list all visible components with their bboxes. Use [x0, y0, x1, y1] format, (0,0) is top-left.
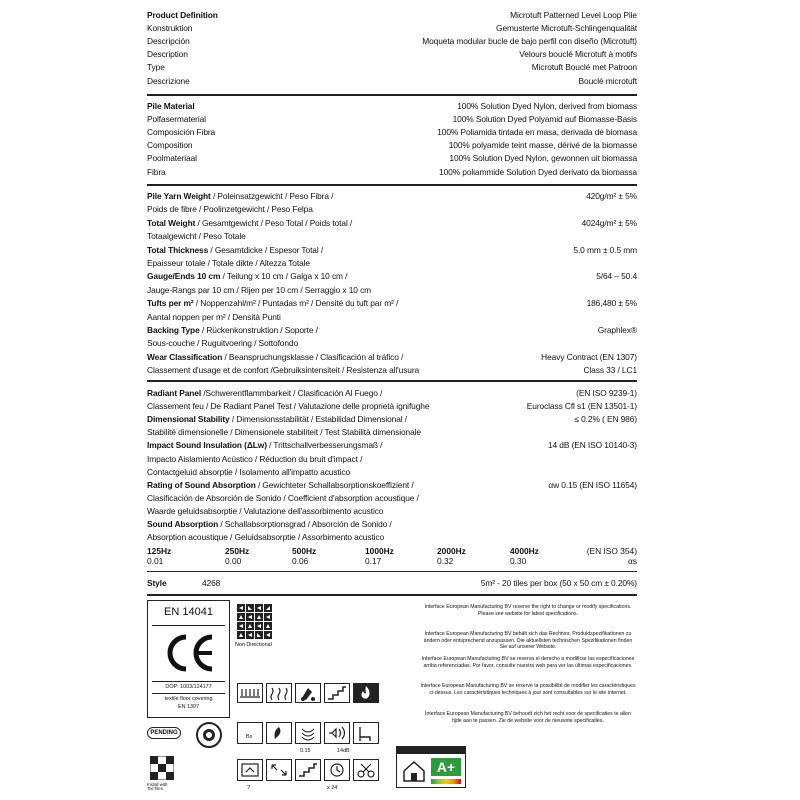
spec-row — [147, 219, 637, 232]
chair-icon — [353, 722, 379, 744]
spec-label — [147, 441, 382, 449]
spec-label — [147, 246, 323, 254]
spec-name: Total Weight — [147, 217, 196, 228]
non-directional-icon — [237, 604, 273, 640]
spec-translations: Stabilité dimensionelle / Dimensionele stabiliteit / Test Stabilità dimensionale — [147, 427, 421, 438]
air-quality-rating: A+ — [431, 758, 461, 776]
warranty-icon — [324, 759, 350, 781]
disclaimer-text: Interface European Manufacturing BV se reserve la possibilité de modifier les caractéristiques ci-dessus. Les caractéristiques techniques à jour sont consultables sur le site internet. — [420, 683, 636, 696]
section-title: Pile Material — [147, 101, 195, 111]
absorption-value: 0.32 — [437, 556, 454, 566]
installation-icon — [237, 759, 263, 781]
disclaimer-text: Interface European Manufacturing BV behält sich das Rechtvor, Produktspezifikationen zu ändern oder entsprechend anzupassen. Die aktuellsten technischen Spezifikationen finden Sie auf unserer Website. — [423, 631, 633, 651]
spec-value: 420g/m² ± 5% — [586, 191, 637, 201]
row-label: Polfasermaterial — [147, 114, 206, 125]
spec-label — [147, 389, 382, 397]
spec-translations: Impacto Aislamiento Acústico / Réduction du bruit d'impact / — [147, 453, 363, 464]
frequency-header: 4000Hz — [510, 546, 539, 556]
absorption-value: 0.06 — [292, 556, 309, 566]
definition-row — [147, 154, 637, 167]
spec-value: Heavy Contract (EN 1307) — [541, 351, 637, 362]
style-number: 4268 — [202, 578, 221, 588]
divider — [147, 594, 637, 596]
disclaimer-text: Interface European Manufacturing BV behoudt zich het recht voor de specificaties te allen tijde aan te passen. Zie de website voor de nieuwste specificaties. — [425, 711, 631, 724]
spec-name: Sound Absorption — [147, 519, 219, 529]
spec-value: 14 dB (EN ISO 10140-3) — [547, 440, 637, 451]
row-value: Microtuft Bouclé met Patroon — [531, 62, 637, 73]
impact-sound-value: 0.15 — [300, 748, 311, 754]
spec-row-cont — [147, 468, 637, 481]
spec-row-cont — [147, 205, 637, 218]
spec-name: Impact Sound Insulation (ΔLw) — [147, 440, 267, 451]
spec-label — [147, 192, 333, 200]
row-value: 100% Solution Dyed Nylon, derived from biomass — [457, 101, 637, 111]
stairs-icon — [324, 683, 350, 703]
row-value: Moqueta modular bucle de bajo perfil con diseño (Microtuft) — [422, 36, 637, 47]
spec-row-cont — [147, 232, 637, 245]
section-title: Product Definition — [147, 10, 218, 20]
spec-name: Gauge/Ends 10 cm — [147, 271, 221, 282]
row-label: Poolmateriaal — [147, 153, 197, 164]
spec-row-cont — [147, 339, 637, 352]
row-label: Konstruktion — [147, 23, 193, 34]
definition-row — [147, 37, 637, 50]
stair-use-icon — [295, 759, 321, 781]
spec-value: Euroclass Cfl s1 (EN 13501-1) — [526, 401, 637, 412]
spec-value: αw 0.15 (EN ISO 11654) — [548, 479, 637, 490]
spec-translations: Totaalgewicht / Peso Totale — [147, 231, 246, 242]
row-value: 100% poliammide Solution Dyed derivato da biomassa — [439, 166, 637, 177]
impact-sound-icon — [295, 722, 321, 744]
scissors-icon — [353, 759, 379, 781]
foot-traffic-icon — [266, 722, 292, 744]
definition-row — [147, 168, 637, 181]
spec-name: Rating of Sound Absorption — [147, 479, 256, 490]
row-label: Composición Fibra — [147, 127, 216, 138]
definition-row — [147, 11, 637, 24]
acoustic-value: 14dB — [337, 748, 350, 754]
row-value: Bouclè microtuft — [578, 75, 637, 86]
spec-row-cont — [147, 259, 637, 272]
tactiles-icon — [150, 756, 174, 780]
definition-row — [147, 128, 637, 141]
spec-translations: Absorption acoustique / Geluidsabsorptie / Assorbimento acustico — [147, 532, 385, 543]
row-label: Description — [147, 49, 188, 60]
row-value: Gemusterte Microtuft-Schlingenqualität — [496, 23, 637, 34]
spec-translations: / Schallabsorptionsgrad / Absorción de Sonido / — [218, 519, 392, 529]
row-label: Fibra — [147, 166, 166, 177]
install-tactiles-label: Install with TacTiles — [147, 782, 168, 792]
spec-label — [147, 520, 392, 528]
definition-row — [147, 102, 637, 115]
divider — [147, 571, 637, 572]
spec-translations: Poids de fibre / Poolinzetgewicht / Peso Felpa — [147, 204, 313, 215]
definition-row — [147, 50, 637, 63]
spec-translations: Classement d'usage et de confort /Gebruiksintensiteit / Resistenza all'usura — [147, 365, 420, 376]
divider — [147, 94, 637, 96]
underfloor-heating-icon — [266, 683, 292, 703]
spec-name: Wear Classification — [147, 351, 223, 362]
packaging-info: 5m² - 20 tiles per box (50 x 50 cm ± 0.20%) — [480, 578, 637, 588]
spec-row-cont — [147, 286, 637, 299]
spec-translations: Clasificación de Absorción de Sonido / Coefficient d'absorption acoustique / — [147, 492, 419, 503]
style-row — [147, 579, 637, 592]
spec-translations: / Gewichteter Schallabsorptionskoeffizient / — [255, 479, 414, 490]
row-value: 100% polyamide teint masse, dérivé de la biomasse — [448, 140, 637, 151]
spec-label — [147, 299, 398, 307]
fire-rating-icon — [353, 683, 379, 703]
spec-value: 4024g/m² ± 5% — [581, 217, 637, 228]
spec-value: ≤ 0.2% ( EN 986) — [574, 414, 637, 425]
spec-label — [147, 272, 347, 280]
row-value: 100% Solution Dyed Nylon, gewonnen uit biomassa — [449, 153, 637, 164]
spec-translations: / Rückenkonstruktion / Soporte / — [199, 325, 318, 335]
frequency-header: 250Hz — [225, 546, 250, 556]
definition-row — [147, 63, 637, 76]
castor-chair-icon — [295, 683, 321, 703]
spec-label — [147, 326, 318, 334]
frequency-header: 2000Hz — [437, 546, 466, 556]
spec-row-cont — [147, 494, 637, 507]
spec-label — [147, 415, 407, 423]
carpet-tile-icon — [237, 683, 263, 703]
spec-translations: Contactgeluid absorptie / Isolamento all'impatto acustico — [147, 466, 351, 477]
row-value: 100% Poliamida tintada en masa, derivada de biomasa — [437, 127, 637, 138]
definition-row — [147, 115, 637, 128]
spec-row — [147, 192, 637, 205]
definition-row — [147, 77, 637, 90]
spec-translations: / Gesamtdicke / Espesor Total / — [208, 244, 324, 255]
spec-translations: / Teilung x 10 cm / Galga x 10 cm / — [220, 271, 348, 282]
pending-badge: PENDING — [147, 727, 181, 739]
spec-translations: Sous-couche / Ruguitvoering / Sottofondo — [147, 338, 299, 349]
spec-label — [147, 219, 352, 227]
spec-translations: Waarde geluidsabsorptie / Valutazione dell'assorbimento acustico — [147, 505, 384, 516]
disclaimer-text: Interface European Manufacturing BV se reserva el derecho a modificar las especificaciones arriba referenciadas. Por favor, consulte nuestra web para ver las últimas especificaciones. — [421, 656, 635, 669]
spec-row — [147, 299, 637, 312]
en1307-label: EN 1307 — [178, 704, 199, 710]
spec-translations: / Poleinsatzgewicht / Peso Fibra / — [210, 191, 334, 201]
spec-name: Radiant Panel — [147, 388, 202, 398]
spec-row — [147, 353, 637, 366]
row-label: Descrizione — [147, 75, 190, 86]
definition-row — [147, 24, 637, 37]
air-quality-badge — [396, 746, 466, 788]
spec-translations: / Trittschallverbesserungsmaß / — [266, 440, 383, 451]
spec-row — [147, 272, 637, 285]
definition-row — [147, 141, 637, 154]
certification-seal-icon — [196, 722, 222, 748]
spec-row-cont — [147, 402, 637, 415]
ce-certification-box — [147, 600, 230, 718]
spec-row — [147, 441, 637, 454]
row-value: Velours bouclé Microtuft à motifs — [519, 49, 637, 60]
spec-name: Tufts per m² — [147, 298, 194, 309]
spec-translations: Epaisseur totale / Totale dikte / Altezza Totale — [147, 258, 310, 268]
spec-row — [147, 481, 637, 494]
spec-translations: Aantal noppen per m² / Densità Punti — [147, 311, 281, 322]
spec-row — [147, 415, 637, 428]
ce-mark-icon — [162, 633, 216, 673]
spec-value: Graphlex® — [597, 325, 637, 335]
spec-row-cont — [147, 428, 637, 441]
spec-row — [147, 389, 637, 402]
spec-name: Pile Yarn Weight — [147, 191, 211, 201]
absorption-value: 0.17 — [365, 556, 382, 566]
spec-name: Dimensional Stability — [147, 414, 230, 425]
spec-translations: /Schwerentflammbarkeit / Clasificación Al Fuego / — [201, 388, 383, 398]
absorption-value: 0.01 — [147, 556, 164, 566]
non-directional-label: Non Directional — [235, 642, 272, 648]
spec-row-cont — [147, 313, 637, 326]
spec-translations: / Beanspruchungsklasse / Clasificación al tráfico / — [222, 351, 404, 362]
installation-value: ? — [247, 785, 250, 791]
spec-row-cont — [147, 366, 637, 379]
spec-value: (EN ISO 9239-1) — [576, 388, 637, 398]
spec-row-cont — [147, 533, 637, 546]
absorption-value: 0.00 — [225, 556, 242, 566]
divider — [147, 184, 637, 186]
spec-row-cont — [147, 455, 637, 468]
row-value: Microtuft Patterned Level Loop Pile — [510, 10, 637, 20]
disclaimer-text: Interface European Manufacturing BV reserve the right to change or modify specifications. Please see website for latest specifications. — [424, 604, 632, 617]
spec-row — [147, 520, 637, 533]
floor-covering-label: textile floor covering — [164, 696, 213, 702]
quarter-turn-icon — [266, 759, 292, 781]
en-standard: EN 14041 — [164, 606, 213, 618]
row-label: Descripción — [147, 36, 190, 47]
frequency-header: 500Hz — [292, 546, 317, 556]
spec-row — [147, 326, 637, 339]
divider — [147, 380, 637, 382]
spec-name: Total Thickness — [147, 244, 209, 255]
spec-value: Class 33 / LC1 — [583, 365, 637, 376]
absorption-standard: (EN ISO 354) — [586, 546, 637, 556]
spec-value: 5/64 – 50.4 — [596, 271, 637, 282]
spec-translations: / Dimensionsstabilität / Estabilidad Dimensional / — [229, 414, 407, 425]
spec-translations: Classement feu / De Radiant Panel Test / Valutazione delle proprietà ignifughe — [147, 401, 430, 412]
spec-label — [147, 481, 414, 489]
frequency-header: 1000Hz — [365, 546, 394, 556]
bs-smoke-icon: Bs — [237, 722, 263, 744]
row-value: 100% Solution Dyed Polyamid auf Biomasse-Basis — [452, 114, 637, 125]
acoustic-icon — [324, 722, 350, 744]
sound-absorption-table — [147, 547, 637, 569]
spec-name: Backing Type — [147, 325, 200, 335]
frequency-header: 125Hz — [147, 546, 172, 556]
alpha-symbol: αs — [627, 556, 637, 566]
warranty-value: x 24 — [327, 785, 338, 791]
spec-row-cont — [147, 507, 637, 520]
spec-label — [147, 353, 403, 361]
house-icon — [401, 759, 427, 783]
row-label: Composition — [147, 140, 193, 151]
spec-translations: Jauge-Rangs par 10 cm / Rijen per 10 cm / Serraggio x 10 cm — [147, 284, 372, 295]
spec-value: 5.0 mm ± 0.5 mm — [573, 244, 637, 255]
spec-translations: / Gesamtgewicht / Peso Total / Poids total / — [195, 217, 353, 228]
spec-row — [147, 246, 637, 259]
dop-number: DOP: 1003/124177 — [165, 684, 212, 690]
row-label: Type — [147, 62, 165, 73]
style-label: Style — [147, 578, 167, 588]
spec-value: 186,480 ± 5% — [586, 298, 637, 309]
absorption-value: 0.30 — [510, 556, 527, 566]
spec-translations: / Noppenzahl/m² / Puntadas m² / Densité du tuft par m² / — [193, 298, 399, 309]
